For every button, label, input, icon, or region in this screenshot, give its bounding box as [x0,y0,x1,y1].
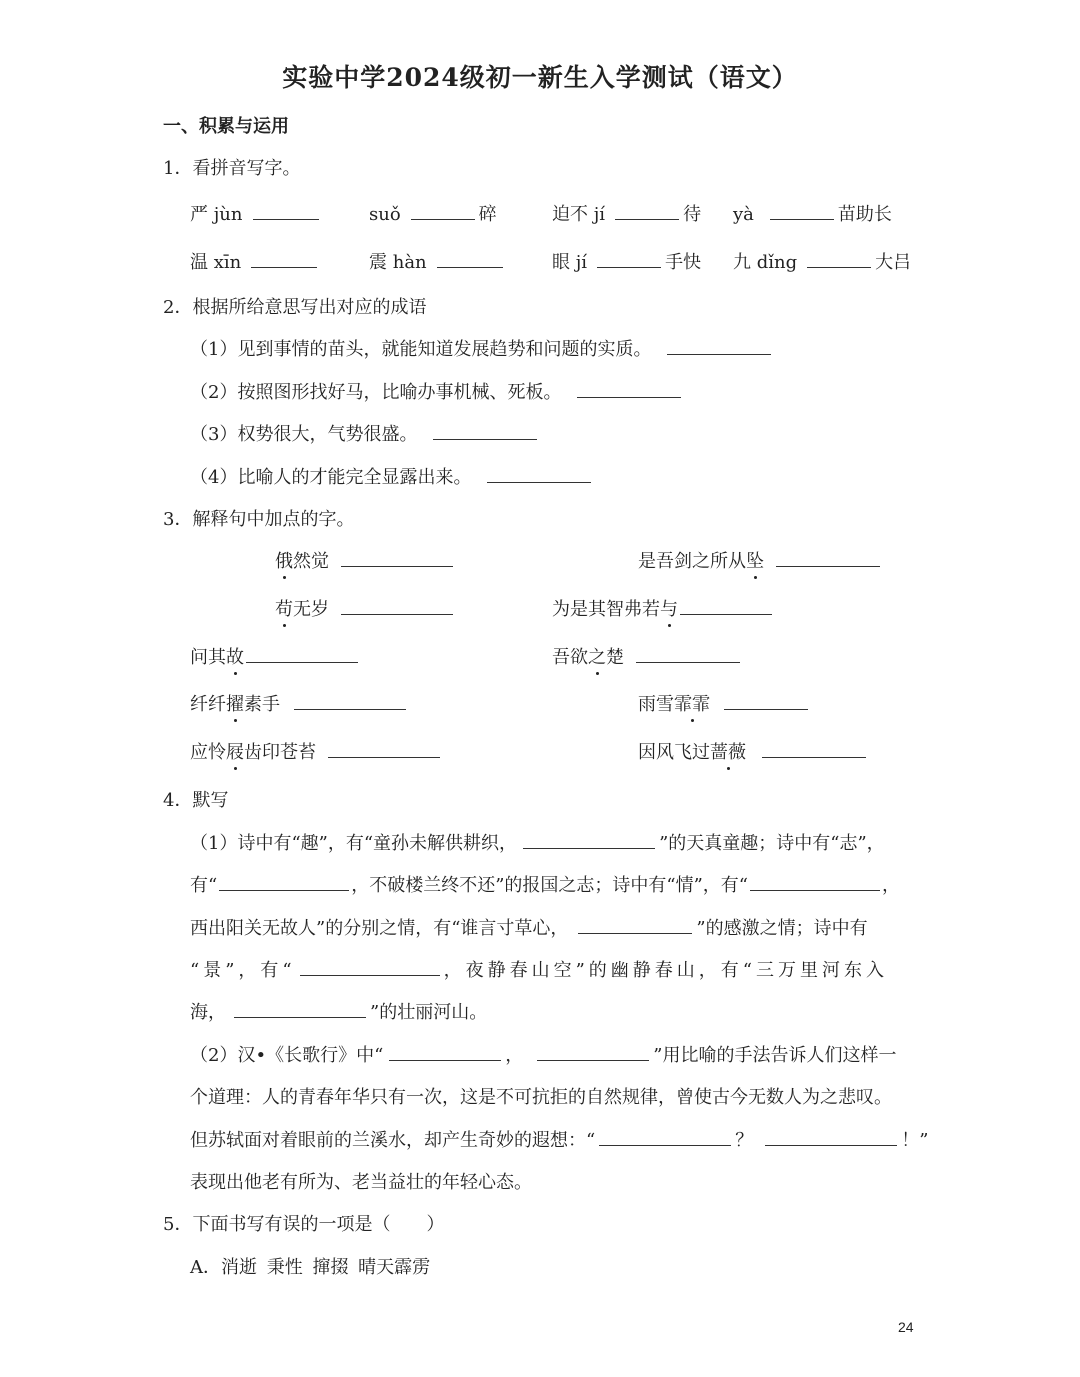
idiom-item: （3）权势很大，气势很盛。 [190,420,541,446]
question-2-stem: 2．根据所给意思写出对应的成语 [163,297,427,318]
explain-item: 是吾剑之所从坠 [638,547,884,573]
answer-blank[interactable] [251,250,317,268]
answer-blank[interactable] [750,873,880,891]
pinyin-item: 迫不 jí 待 [552,204,702,225]
explain-item: 俄然觉 [275,547,457,573]
explain-item: 雨雪霏霏 [638,690,812,716]
answer-blank[interactable] [219,873,349,891]
pinyin-item: yà 苗助长 [733,204,892,225]
answer-blank[interactable] [523,831,655,849]
explain-item: 应怜屐齿印苍苔 [190,738,444,764]
pinyin-item: 眼 jí 手快 [552,252,702,273]
question-4-stem: 4．默写 [163,790,229,811]
pinyin-item: 严 jùn [190,200,323,226]
dictation-line: “景”，有“ ，夜静春山空”的幽静春山，有“三万里河东入 [190,960,889,981]
answer-blank[interactable] [487,465,591,483]
dictation-line: 西出阳关无故人”的分别之情，有“谁言寸草心， ”的感激之情；诗中有 [190,918,868,939]
answer-blank[interactable] [770,202,834,220]
explain-item: 因风飞过蔷薇 [638,738,870,764]
answer-blank[interactable] [341,597,453,615]
answer-blank[interactable] [537,1043,649,1061]
answer-blank[interactable] [246,645,358,663]
pinyin-item: suǒ 碎 [369,204,497,225]
answer-blank[interactable] [599,1128,731,1146]
answer-blank[interactable] [294,692,406,710]
answer-blank[interactable] [667,337,771,355]
dictation-line: 但苏轼面对着眼前的兰溪水，却产生奇妙的遐想：“ ？ ！” [190,1130,929,1151]
answer-blank[interactable] [433,422,537,440]
answer-blank[interactable] [300,958,440,976]
page-title: 实验中学2024级初一新生入学测试（语文） [282,63,798,92]
section-heading: 一、积累与运用 [163,116,289,137]
question-5-stem: 5．下面书写有误的一项是（ ） [163,1214,445,1235]
option-a[interactable]: A．消逝 秉性 撺掇 晴天霹雳 [190,1257,431,1278]
answer-blank[interactable] [597,250,661,268]
answer-blank[interactable] [234,1000,366,1018]
explain-item: 问其故 [190,643,362,669]
idiom-item: （4）比喻人的才能完全显露出来。 [190,463,595,489]
answer-blank[interactable] [636,645,740,663]
answer-blank[interactable] [389,1043,501,1061]
answer-blank[interactable] [762,740,866,758]
dictation-line: 海， ”的壮丽河山。 [190,1002,488,1023]
dictation-line: （1）诗中有“趣”，有“童孙未解供耕织， ”的天真童趣；诗中有“志”， [190,833,885,854]
explain-item: 吾欲之楚 [552,643,744,669]
pinyin-item: 震 hàn [369,248,507,274]
pinyin-item: 九 dǐng 大吕 [733,252,912,273]
answer-blank[interactable] [578,916,692,934]
explain-item: 苟无岁 [275,595,457,621]
answer-blank[interactable] [680,597,772,615]
dictation-line: 有“ ，不破楼兰终不还”的报国之志；诗中有“情”，有“ ， [190,875,901,896]
answer-blank[interactable] [341,549,453,567]
idiom-item: （2）按照图形找好马，比喻办事机械、死板。 [190,378,685,404]
question-1-stem: 1．看拼音写字。 [163,158,301,179]
explain-item: 为是其智弗若与 [552,595,776,621]
idiom-item: （1）见到事情的苗头，就能知道发展趋势和问题的实质。 [190,335,775,361]
answer-blank[interactable] [724,692,808,710]
answer-blank[interactable] [765,1128,897,1146]
answer-blank[interactable] [328,740,440,758]
dictation-line: （2）汉•《长歌行》中“ ， ”用比喻的手法告诉人们这样一 [190,1045,897,1066]
answer-blank[interactable] [776,549,880,567]
answer-blank[interactable] [807,250,871,268]
answer-blank[interactable] [411,202,475,220]
dictation-line: 个道理：人的青春年华只有一次，这是不可抗拒的自然规律，曾使古今无数人为之悲叹。 [190,1087,892,1108]
answer-blank[interactable] [437,250,503,268]
pinyin-item: 温 xīn [190,248,321,274]
answer-blank[interactable] [577,380,681,398]
page-number: 24 [898,1319,914,1335]
answer-blank[interactable] [615,202,679,220]
question-3-stem: 3．解释句中加点的字。 [163,509,355,530]
explain-item: 纤纤擢素手 [190,690,410,716]
answer-blank[interactable] [253,202,319,220]
dictation-line: 表现出他老有所为、老当益壮的年轻心态。 [190,1172,532,1193]
